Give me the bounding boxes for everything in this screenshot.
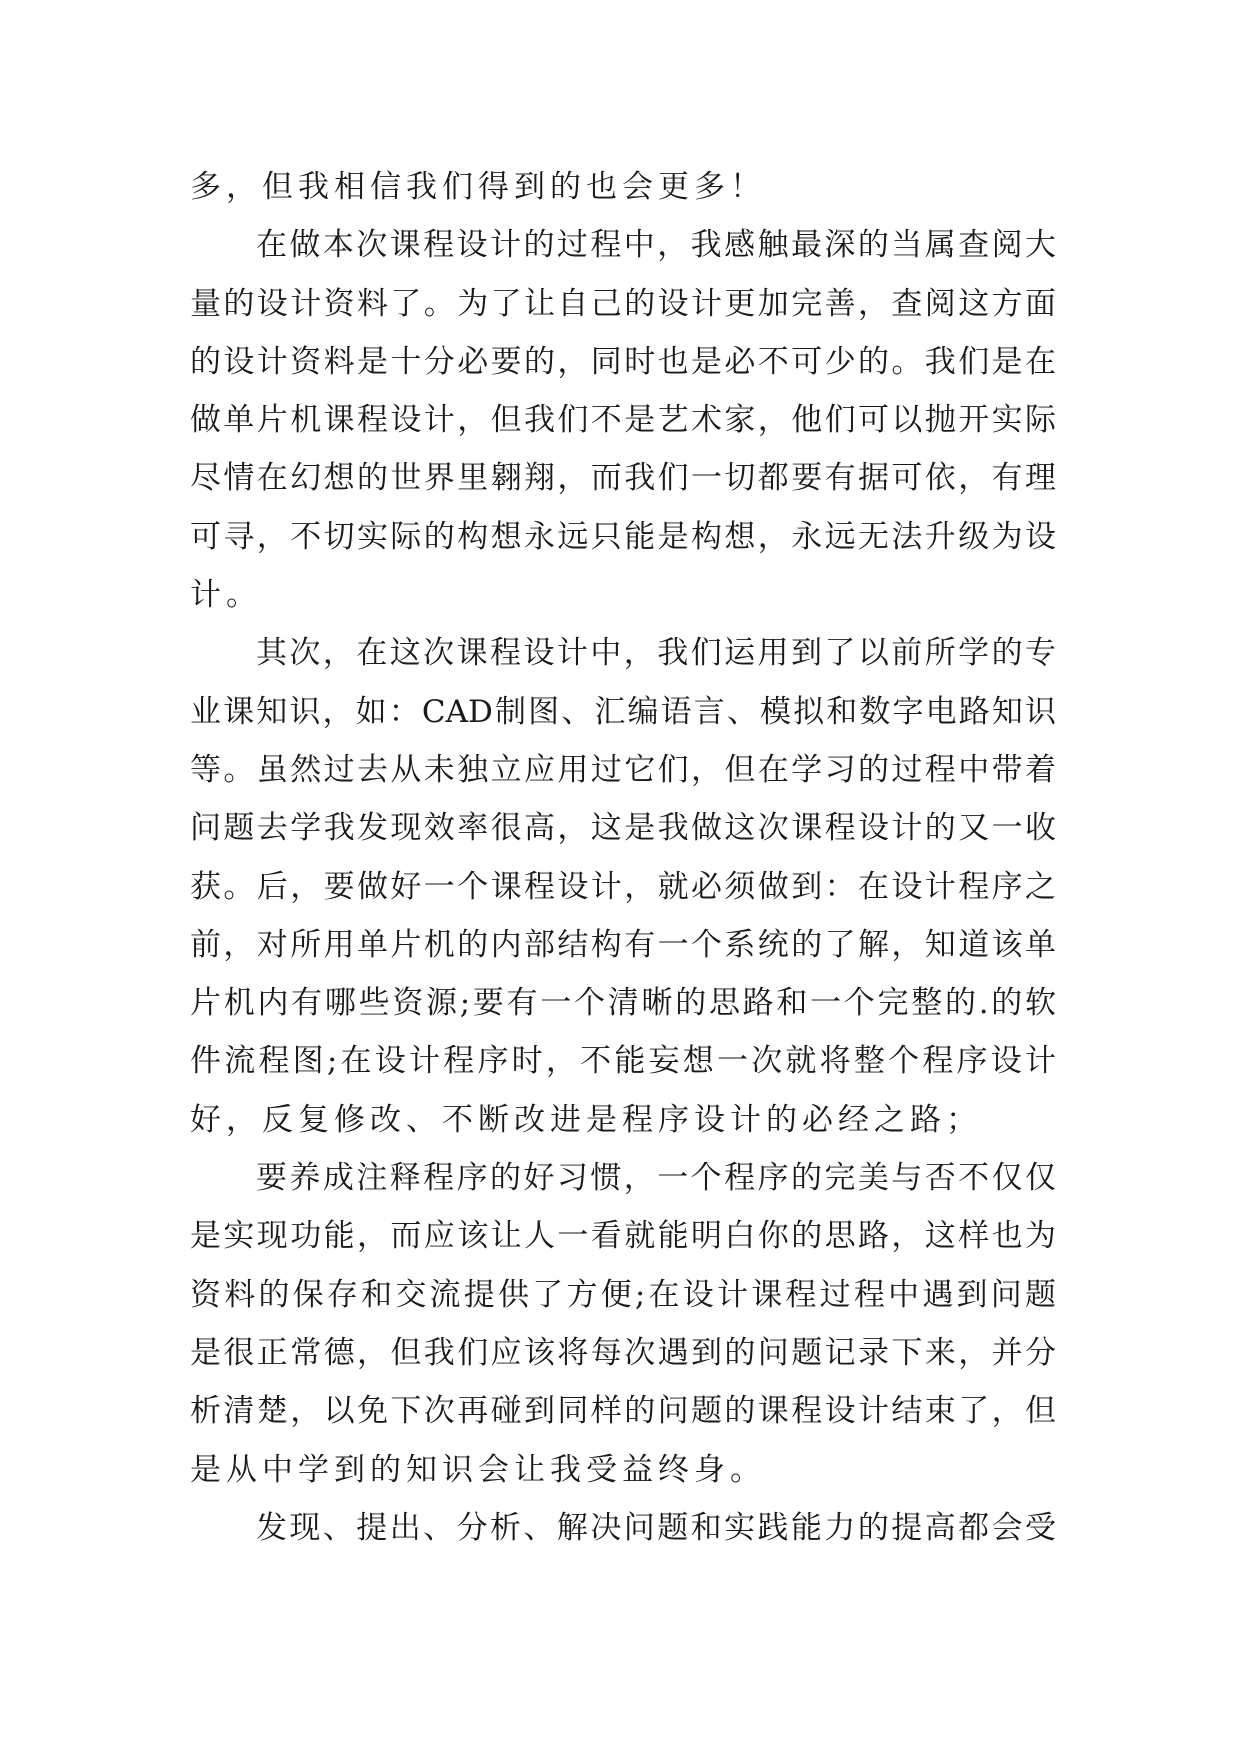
text-line: 多，但我相信我们得到的也会更多！ xyxy=(190,169,766,205)
text-line: 的设计资料是十分必要的，同时也是必不可少的。我们是在 xyxy=(190,343,1056,380)
text-line: 量的设计资料了。为了让自己的设计更加完善，查阅这方面 xyxy=(190,285,1056,322)
text-line: 是很正常德，但我们应该将每次遇到的问题记录下来，并分 xyxy=(190,1334,1056,1371)
text-line: 等。虽然过去从未独立应用过它们，但在学习的过程中带着 xyxy=(190,751,1056,788)
paragraph-first-line: 在做本次课程设计的过程中，我感触最深的当属查阅大 xyxy=(256,227,1056,264)
text-line: 可寻，不切实际的构想永远只能是构想，永远无法升级为设 xyxy=(190,518,1056,555)
text-line: 件流程图;在设计程序时，不能妄想一次就将整个程序设计 xyxy=(190,1043,1056,1080)
text-line: 是从中学到的知识会让我受益终身。 xyxy=(190,1451,766,1488)
text-line: 前，对所用单片机的内部结构有一个系统的了解，知道该单 xyxy=(190,926,1056,963)
body-text xyxy=(190,158,1056,1557)
paragraph-first-line: 发现、提出、分析、解决问题和实践能力的提高都会受 xyxy=(256,1509,1056,1546)
text-line: 是实现功能，而应该让人一看就能明白你的思路，这样也为 xyxy=(190,1218,1056,1255)
text-line: 计。 xyxy=(190,577,262,614)
paragraph-first-line: 其次，在这次课程设计中，我们运用到了以前所学的专 xyxy=(256,635,1056,672)
text-line: 析清楚，以免下次再碰到同样的问题的课程设计结束了，但 xyxy=(190,1393,1056,1430)
text-line: 做单片机课程设计，但我们不是艺术家，他们可以抛开实际 xyxy=(190,402,1056,439)
paragraph-first-line: 要养成注释程序的好习惯，一个程序的完美与否不仅仅 xyxy=(256,1160,1056,1197)
text-line: 获。后，要做好一个课程设计，就必须做到：在设计程序之 xyxy=(190,868,1056,905)
text-line: 好，反复修改、不断改进是程序设计的必经之路； xyxy=(190,1101,982,1138)
text-line: 问题去学我发现效率很高，这是我做这次课程设计的又一收 xyxy=(190,810,1056,847)
text-line: 资料的保存和交流提供了方便;在设计课程过程中遇到问题 xyxy=(190,1276,1056,1313)
text-line: 业课知识，如：CAD制图、汇编语言、模拟和数字电路知识 xyxy=(190,693,1056,730)
text-line: 尽情在幻想的世界里翱翔，而我们一切都要有据可依，有理 xyxy=(190,460,1056,497)
text-line: 片机内有哪些资源;要有一个清晰的思路和一个完整的.的软 xyxy=(190,985,1056,1022)
